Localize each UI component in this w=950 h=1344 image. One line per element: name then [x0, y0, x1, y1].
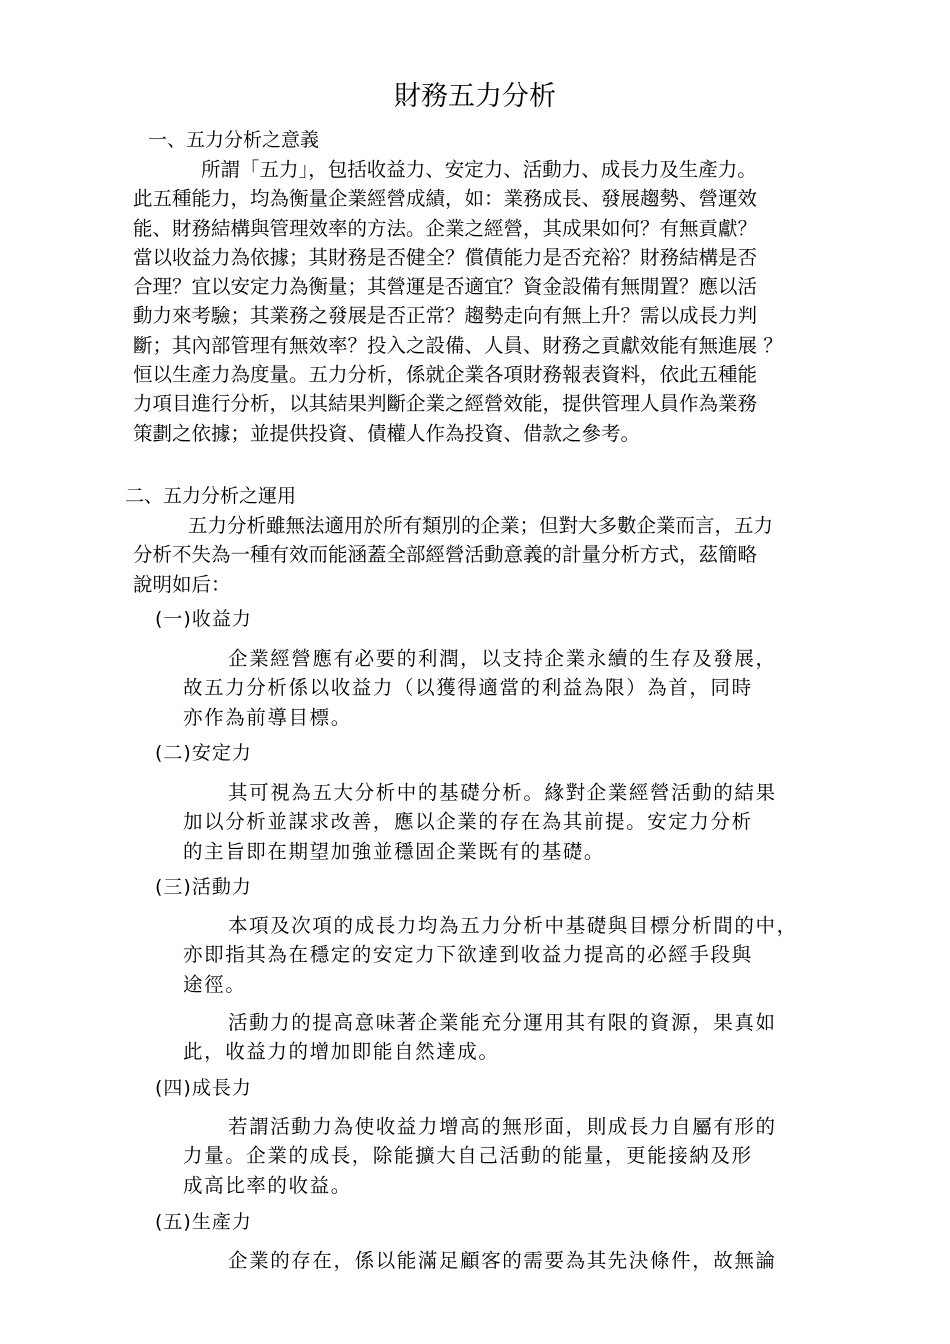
text-line: 此，收益力的增加即能自然達成。 — [183, 1040, 500, 1064]
text-line: 分析不失為一種有效而能涵蓋全部經營活動意義的計量分析方式，茲簡略 — [133, 543, 758, 567]
text-line: 此五種能力，均為衡量企業經營成績，如：業務成長、發展趨勢、營運效 — [133, 187, 758, 211]
section2-heading: 二、五力分析之運用 — [125, 485, 297, 507]
item-paragraph — [183, 1246, 777, 1275]
item-paragraph — [183, 1112, 777, 1200]
text-line: 斷；其內部管理有無效率？投入之設備、人員、財務之貢獻效能有無進展 ？ — [133, 333, 783, 357]
item-paragraph — [183, 911, 798, 999]
item-label: (五)生產力 — [155, 1211, 252, 1233]
text-line: 成高比率的收益。 — [183, 1173, 352, 1197]
text-line: 策劃之依據；並提供投資、債權人作為投資、借款之參考。 — [133, 421, 641, 445]
text-line: 亦即指其為在穩定的安定力下欲達到收益力提高的必經手段與 — [183, 943, 753, 967]
text-line: 的主旨即在期望加強並穩固企業既有的基礎。 — [183, 839, 606, 863]
item-paragraph — [183, 1008, 777, 1067]
section2-paragraph — [133, 511, 773, 599]
item-paragraph — [183, 644, 777, 732]
item-label: (四)成長力 — [155, 1077, 252, 1099]
text-line: 恒以生產力為度量。五力分析，係就企業各項財務報表資料，依此五種能 — [133, 363, 758, 387]
text-line: 企業的存在，係以能滿足顧客的需要為其先決條件，故無論 — [228, 1249, 777, 1272]
text-line: 說明如后： — [133, 572, 231, 596]
text-line: 企業經營應有必要的利潤，以支持企業永續的生存及發展， — [228, 647, 777, 670]
text-line: 所謂「五力」，包括收益力、安定力、活動力、成長力及生產力。 — [201, 158, 757, 181]
item-paragraph — [183, 778, 777, 866]
document-title: 財務五力分析 — [394, 81, 556, 112]
section1-heading: 一、五力分析之意義 — [148, 129, 320, 151]
section1-paragraph — [133, 155, 783, 448]
text-line: 能、財務結構與管理效率的方法。企業之經營，其成果如何？有無貢獻？ — [133, 216, 758, 240]
text-line: 力量。企業的成長，除能擴大自己活動的能量，更能接納及形 — [183, 1144, 753, 1168]
text-line: 活動力的提高意味著企業能充分運用其有限的資源，果真如 — [228, 1011, 777, 1034]
text-line: 加以分析並謀求改善，應以企業的存在為其前提。安定力分析 — [183, 810, 753, 834]
text-line: 途徑。 — [183, 972, 247, 996]
text-line: 動力來考驗；其業務之發展是否正常？趨勢走向有無上升？需以成長力判 — [133, 304, 758, 328]
text-line: 亦作為前導目標。 — [183, 705, 352, 729]
item-label: (一)收益力 — [155, 608, 252, 630]
item-label: (三)活動力 — [155, 876, 252, 898]
text-line: 若謂活動力為使收益力增高的無形面，則成長力自屬有形的 — [228, 1115, 777, 1138]
text-line: 本項及次項的成長力均為五力分析中基礎與目標分析間的中， — [228, 914, 798, 937]
text-line: 五力分析雖無法適用於所有類別的企業；但對大多數企業而言，五力 — [188, 514, 774, 537]
text-line: 力項目進行分析，以其結果判斷企業之經營效能，提供管理人員作為業務 — [133, 392, 758, 416]
text-line: 合理？宜以安定力為衡量；其營運是否適宜？資金設備有無閒置？應以活 — [133, 275, 758, 299]
text-line: 故五力分析係以收益力（以獲得適當的利益為限）為首，同時 — [183, 676, 753, 700]
item-label: (二)安定力 — [155, 742, 252, 764]
text-line: 當以收益力為依據；其財務是否健全？償債能力是否充裕？財務結構是否 — [133, 245, 758, 269]
text-line: 其可視為五大分析中的基礎分析。緣對企業經營活動的結果 — [228, 781, 777, 804]
